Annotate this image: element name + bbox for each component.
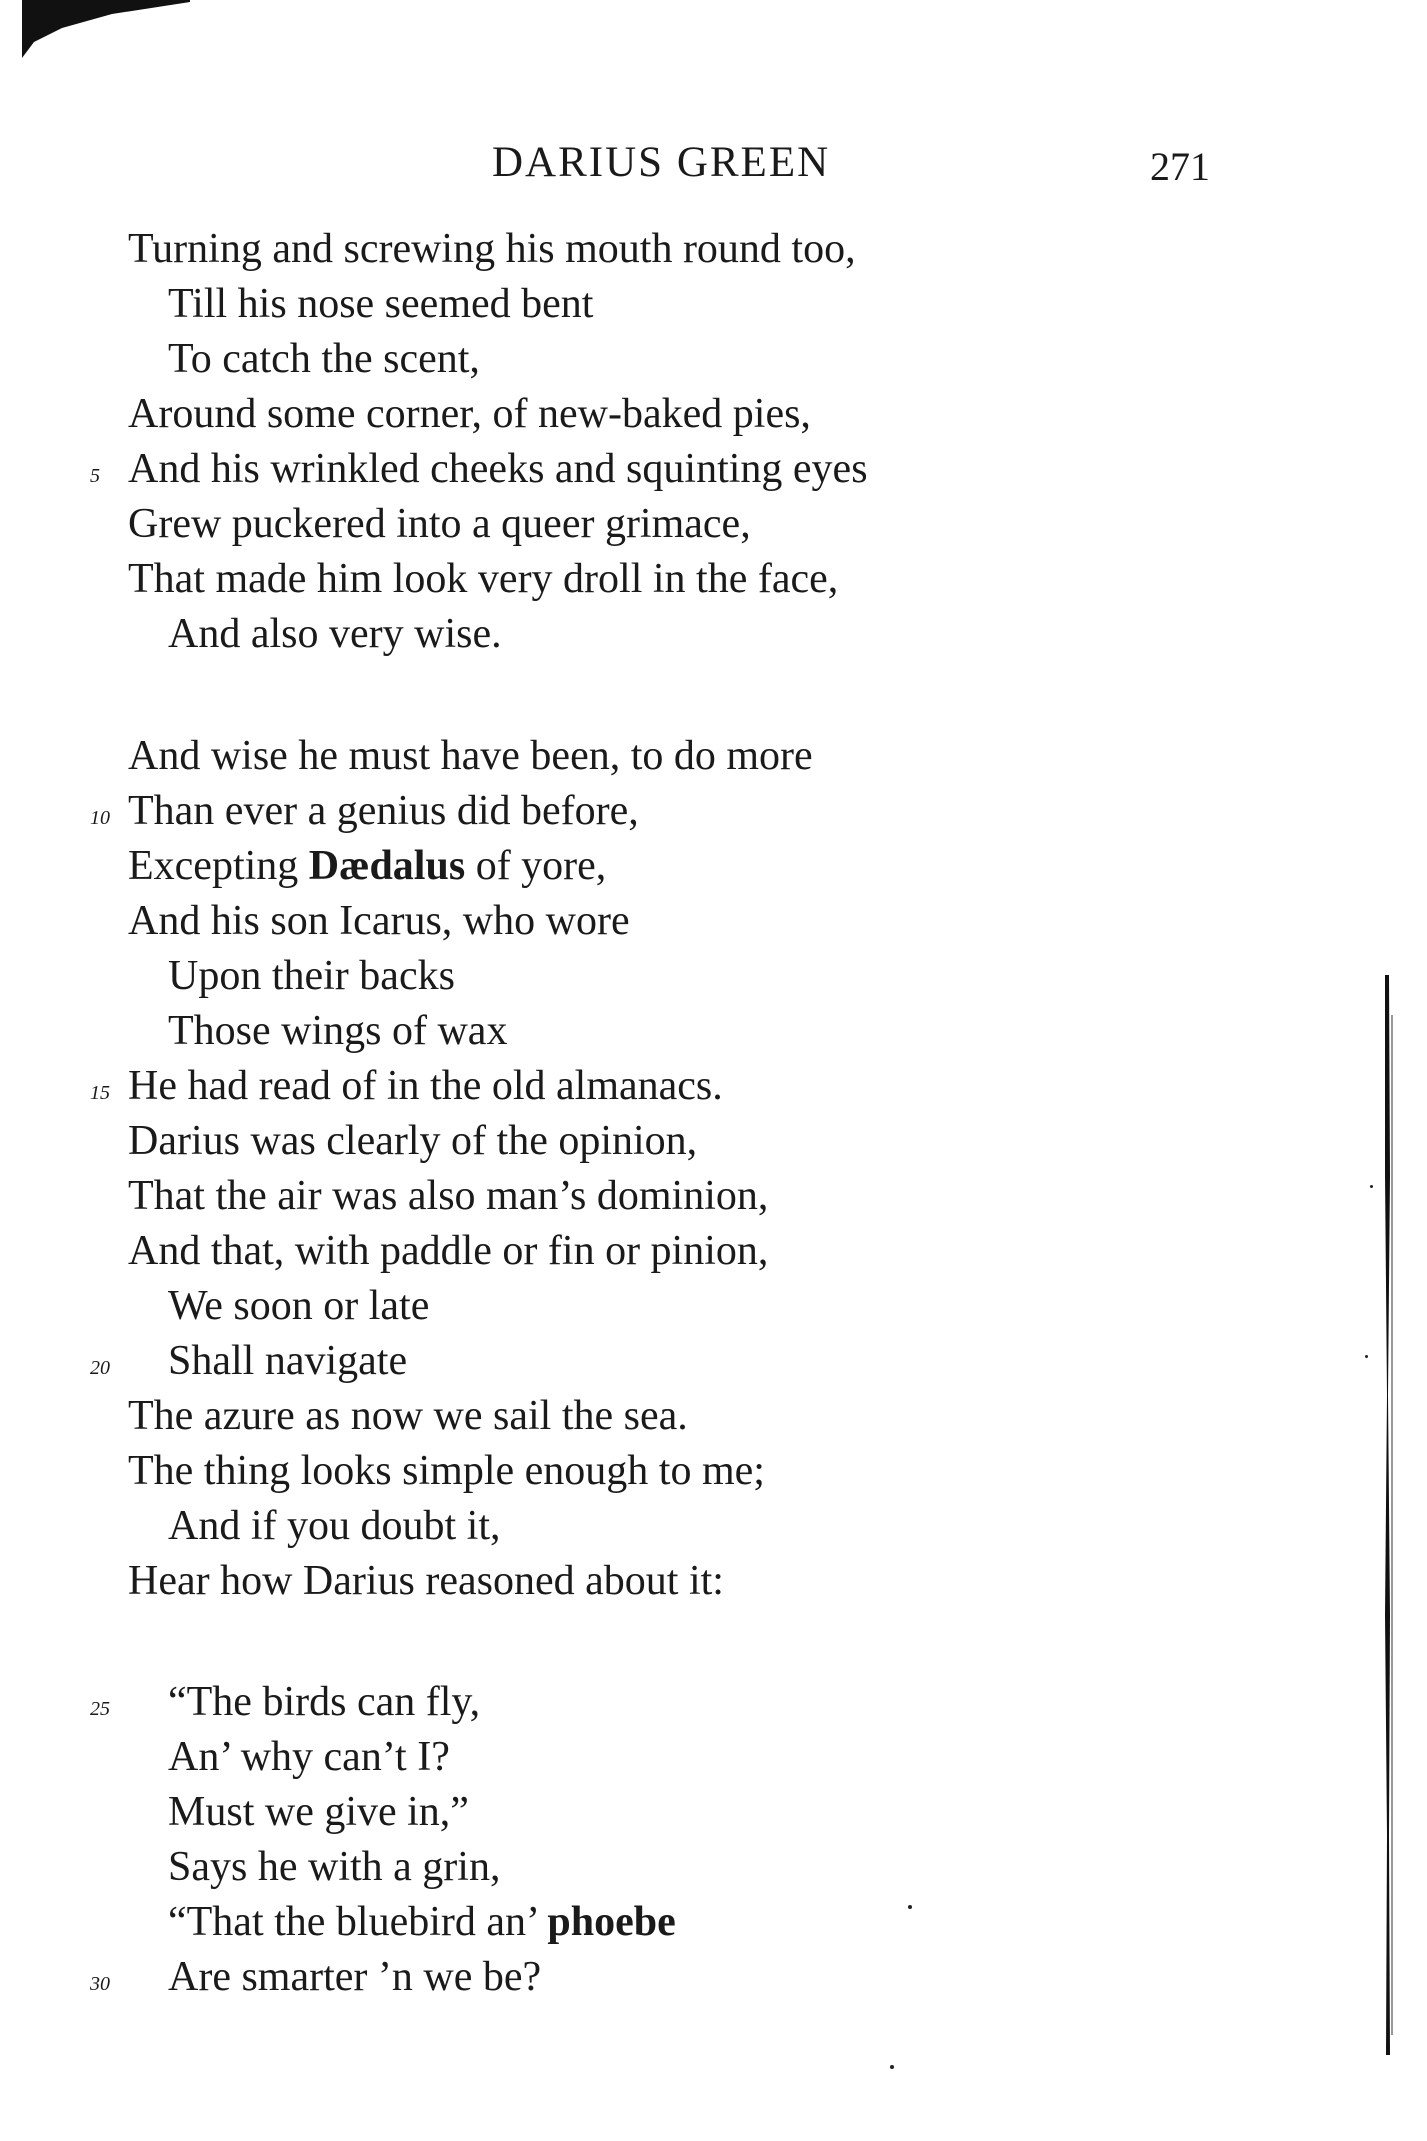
poem-line — [168, 608, 502, 660]
poem-line-text: The azure as now we sail the sea. — [128, 1393, 688, 1439]
poem-line — [168, 1280, 429, 1332]
poem-line — [128, 1555, 724, 1607]
poem-line-text: Upon their backs — [168, 953, 455, 999]
poem-line — [128, 1115, 697, 1167]
poem-line-text: Are smarter ’n we be? — [168, 1954, 542, 2000]
scan-speck — [908, 1905, 912, 1909]
poem-line-text: Turning and screwing his mouth round too, — [128, 226, 856, 272]
line-number: 15 — [90, 1082, 110, 1104]
poem-line-text-before: Excepting — [128, 843, 309, 889]
poem-line-text: Says he with a grin, — [168, 1844, 501, 1890]
poem-line-text — [168, 1899, 676, 1945]
poem-line-text: And his wrinkled cheeks and squinting eyes — [128, 446, 868, 492]
poem-line — [128, 895, 630, 947]
poem-line — [128, 388, 811, 440]
poem-line-text: Around some corner, of new-baked pies, — [128, 391, 811, 437]
scan-speck — [1370, 1185, 1373, 1188]
poem-line-text-after: of yore, — [465, 843, 607, 889]
poem-line — [128, 1225, 768, 1277]
poem-line-text: And also very wise. — [168, 611, 502, 657]
poem-line — [128, 443, 868, 495]
poem-line — [168, 1786, 469, 1838]
page-number: 271 — [1150, 144, 1210, 189]
poem-line — [128, 1170, 768, 1222]
poem-line-text: Shall navigate — [168, 1338, 408, 1384]
poem-line-text — [128, 843, 606, 889]
poem-line-text: And his son Icarus, who wore — [128, 898, 630, 944]
line-number: 25 — [90, 1698, 110, 1720]
poem-line-bold-word: Dædalus — [308, 843, 466, 889]
scan-speck — [890, 2065, 894, 2069]
poem-line — [128, 840, 606, 892]
line-number: 5 — [90, 465, 100, 487]
poem-line-text: Must we give in,” — [168, 1789, 469, 1835]
poem-line — [168, 950, 455, 1002]
poem-line-text: He had read of in the old almanacs. — [128, 1063, 723, 1109]
poem-line-text: Those wings of wax — [168, 1008, 508, 1054]
poem-line-text: Till his nose seemed bent — [168, 281, 594, 327]
poem-line-text: Darius was clearly of the opinion, — [128, 1118, 698, 1164]
running-header-title: DARIUS GREEN — [492, 139, 831, 186]
line-number: 20 — [90, 1357, 110, 1379]
poem-line — [168, 1841, 500, 1893]
poem-line-text: Than ever a genius did before, — [128, 788, 639, 834]
line-number: 30 — [90, 1973, 110, 1995]
poem-line — [128, 553, 838, 605]
poem-line — [128, 1060, 723, 1112]
poem-line — [168, 1500, 501, 1552]
poem-line — [168, 1676, 480, 1728]
poem-line-text: That the air was also man’s dominion, — [128, 1173, 769, 1219]
poem-line — [128, 223, 856, 275]
poem-line-text: We soon or late — [168, 1283, 430, 1329]
poem-line — [168, 278, 593, 330]
poem-line-text: And that, with paddle or fin or pinion, — [128, 1228, 769, 1274]
poem-line — [168, 1951, 541, 2003]
poem-line-text: And wise he must have been, to do more — [128, 733, 813, 779]
poem-line — [168, 1005, 507, 1057]
poem-line — [128, 1390, 688, 1442]
poem-line-text: And if you doubt it, — [168, 1503, 501, 1549]
poem-line-text: Hear how Darius reasoned about it: — [128, 1558, 724, 1604]
poem-line-bold-word: phoebe — [547, 1899, 676, 1945]
poem-line — [128, 498, 751, 550]
poem-line — [128, 730, 813, 782]
poem-line — [168, 1896, 676, 1948]
poem-line — [168, 333, 480, 385]
poem-line — [168, 1731, 450, 1783]
poem-line-text: To catch the scent, — [168, 336, 480, 382]
poem-line-text-before: “That the bluebird an’ — [168, 1899, 548, 1945]
poem-line-text: The thing looks simple enough to me; — [128, 1448, 765, 1494]
poem-line-text: An’ why can’t I? — [168, 1734, 450, 1780]
poem-line — [128, 785, 639, 837]
scan-edge-shadow — [1378, 975, 1398, 2055]
line-number: 10 — [90, 807, 110, 829]
poem-line — [168, 1335, 407, 1387]
poem-line — [128, 1445, 765, 1497]
poem-line-text: Grew puckered into a queer grimace, — [128, 501, 751, 547]
poem-line-text: That made him look very droll in the face, — [128, 556, 839, 602]
scan-speck — [1365, 1355, 1368, 1358]
poem-line-text: “The birds can fly, — [168, 1679, 481, 1725]
